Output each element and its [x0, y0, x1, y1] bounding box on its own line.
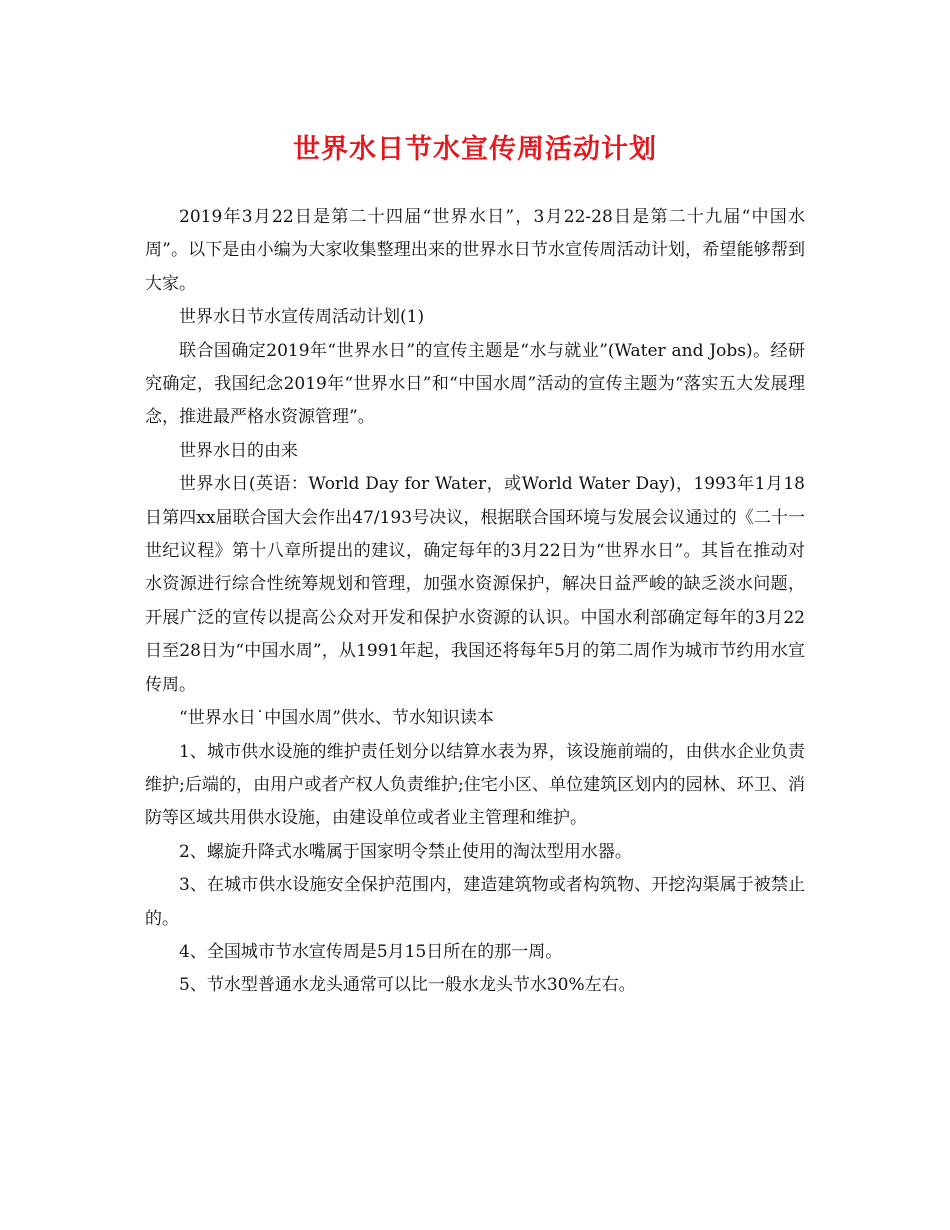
list-item-1: 1、城市供水设施的维护责任划分以结算水表为界，该设施前端的，由供水企业负责维护;后端的，由用户或者产权人负责维护;住宅小区、单位建筑区划内的园林、环卫、消防等区域共用供水设施，由建设单位或者业主管理和维护。	[145, 741, 805, 829]
paragraph-theme: 联合国确定2019年“世界水日”的宣传主题是“水与就业”(Water and Jobs)。经研究确定，我国纪念2019年“世界水日”和“中国水周”活动的宣传主题为“落实五大发展理念，推进最严格水资源管理”。	[145, 340, 805, 428]
document-title: 世界水日节水宣传周活动计划	[293, 134, 657, 165]
paragraph-intro: 2019年3月22日是第二十四届“世界水日”，3月22-28日是第二十九届“中国水周”。以下是由小编为大家收集整理出来的世界水日节水宣传周活动计划，希望能够帮到大家。	[145, 207, 805, 294]
list-item-5: 5、节水型普通水龙头通常可以比一般水龙头节水30%左右。	[179, 975, 636, 996]
heading-plan-1: 世界水日节水宣传周活动计划(1)	[179, 307, 425, 328]
list-item-2: 2、螺旋升降式水嘴属于国家明令禁止使用的淘汰型用水器。	[179, 841, 632, 862]
heading-origin: 世界水日的由来	[179, 440, 298, 461]
document-body	[145, 201, 805, 1003]
heading-knowledge: “世界水日˙中国水周”供水、节水知识读本	[179, 708, 494, 729]
paragraph-origin: 世界水日(英语：World Day for Water，或World Water Day)，1993年1月18日第四xx届联合国大会作出47/193号决议，根据联合国环境与发展会议通过的《二十一世纪议程》第十八章所提出的建议，确定每年的3月22日为“世界水日”。其旨在推动对水资源进行综合性统筹规划和管理，加强水资源保护，解决日益严峻的缺乏淡水问题，开展广泛的宣传以提高公众对开发和保护水资源的认识。中国水利部确定每年的3月22日至28日为“中国水周”，从1991年起，我国还将每年5月的第二周作为城市节约用水宣传周。	[145, 474, 805, 695]
list-item-4: 4、全国城市节水宣传周是5月15日所在的那一周。	[179, 941, 563, 962]
list-item-3: 3、在城市供水设施安全保护范围内，建造建筑物或者构筑物、开挖沟渠属于被禁止的。	[145, 875, 805, 929]
